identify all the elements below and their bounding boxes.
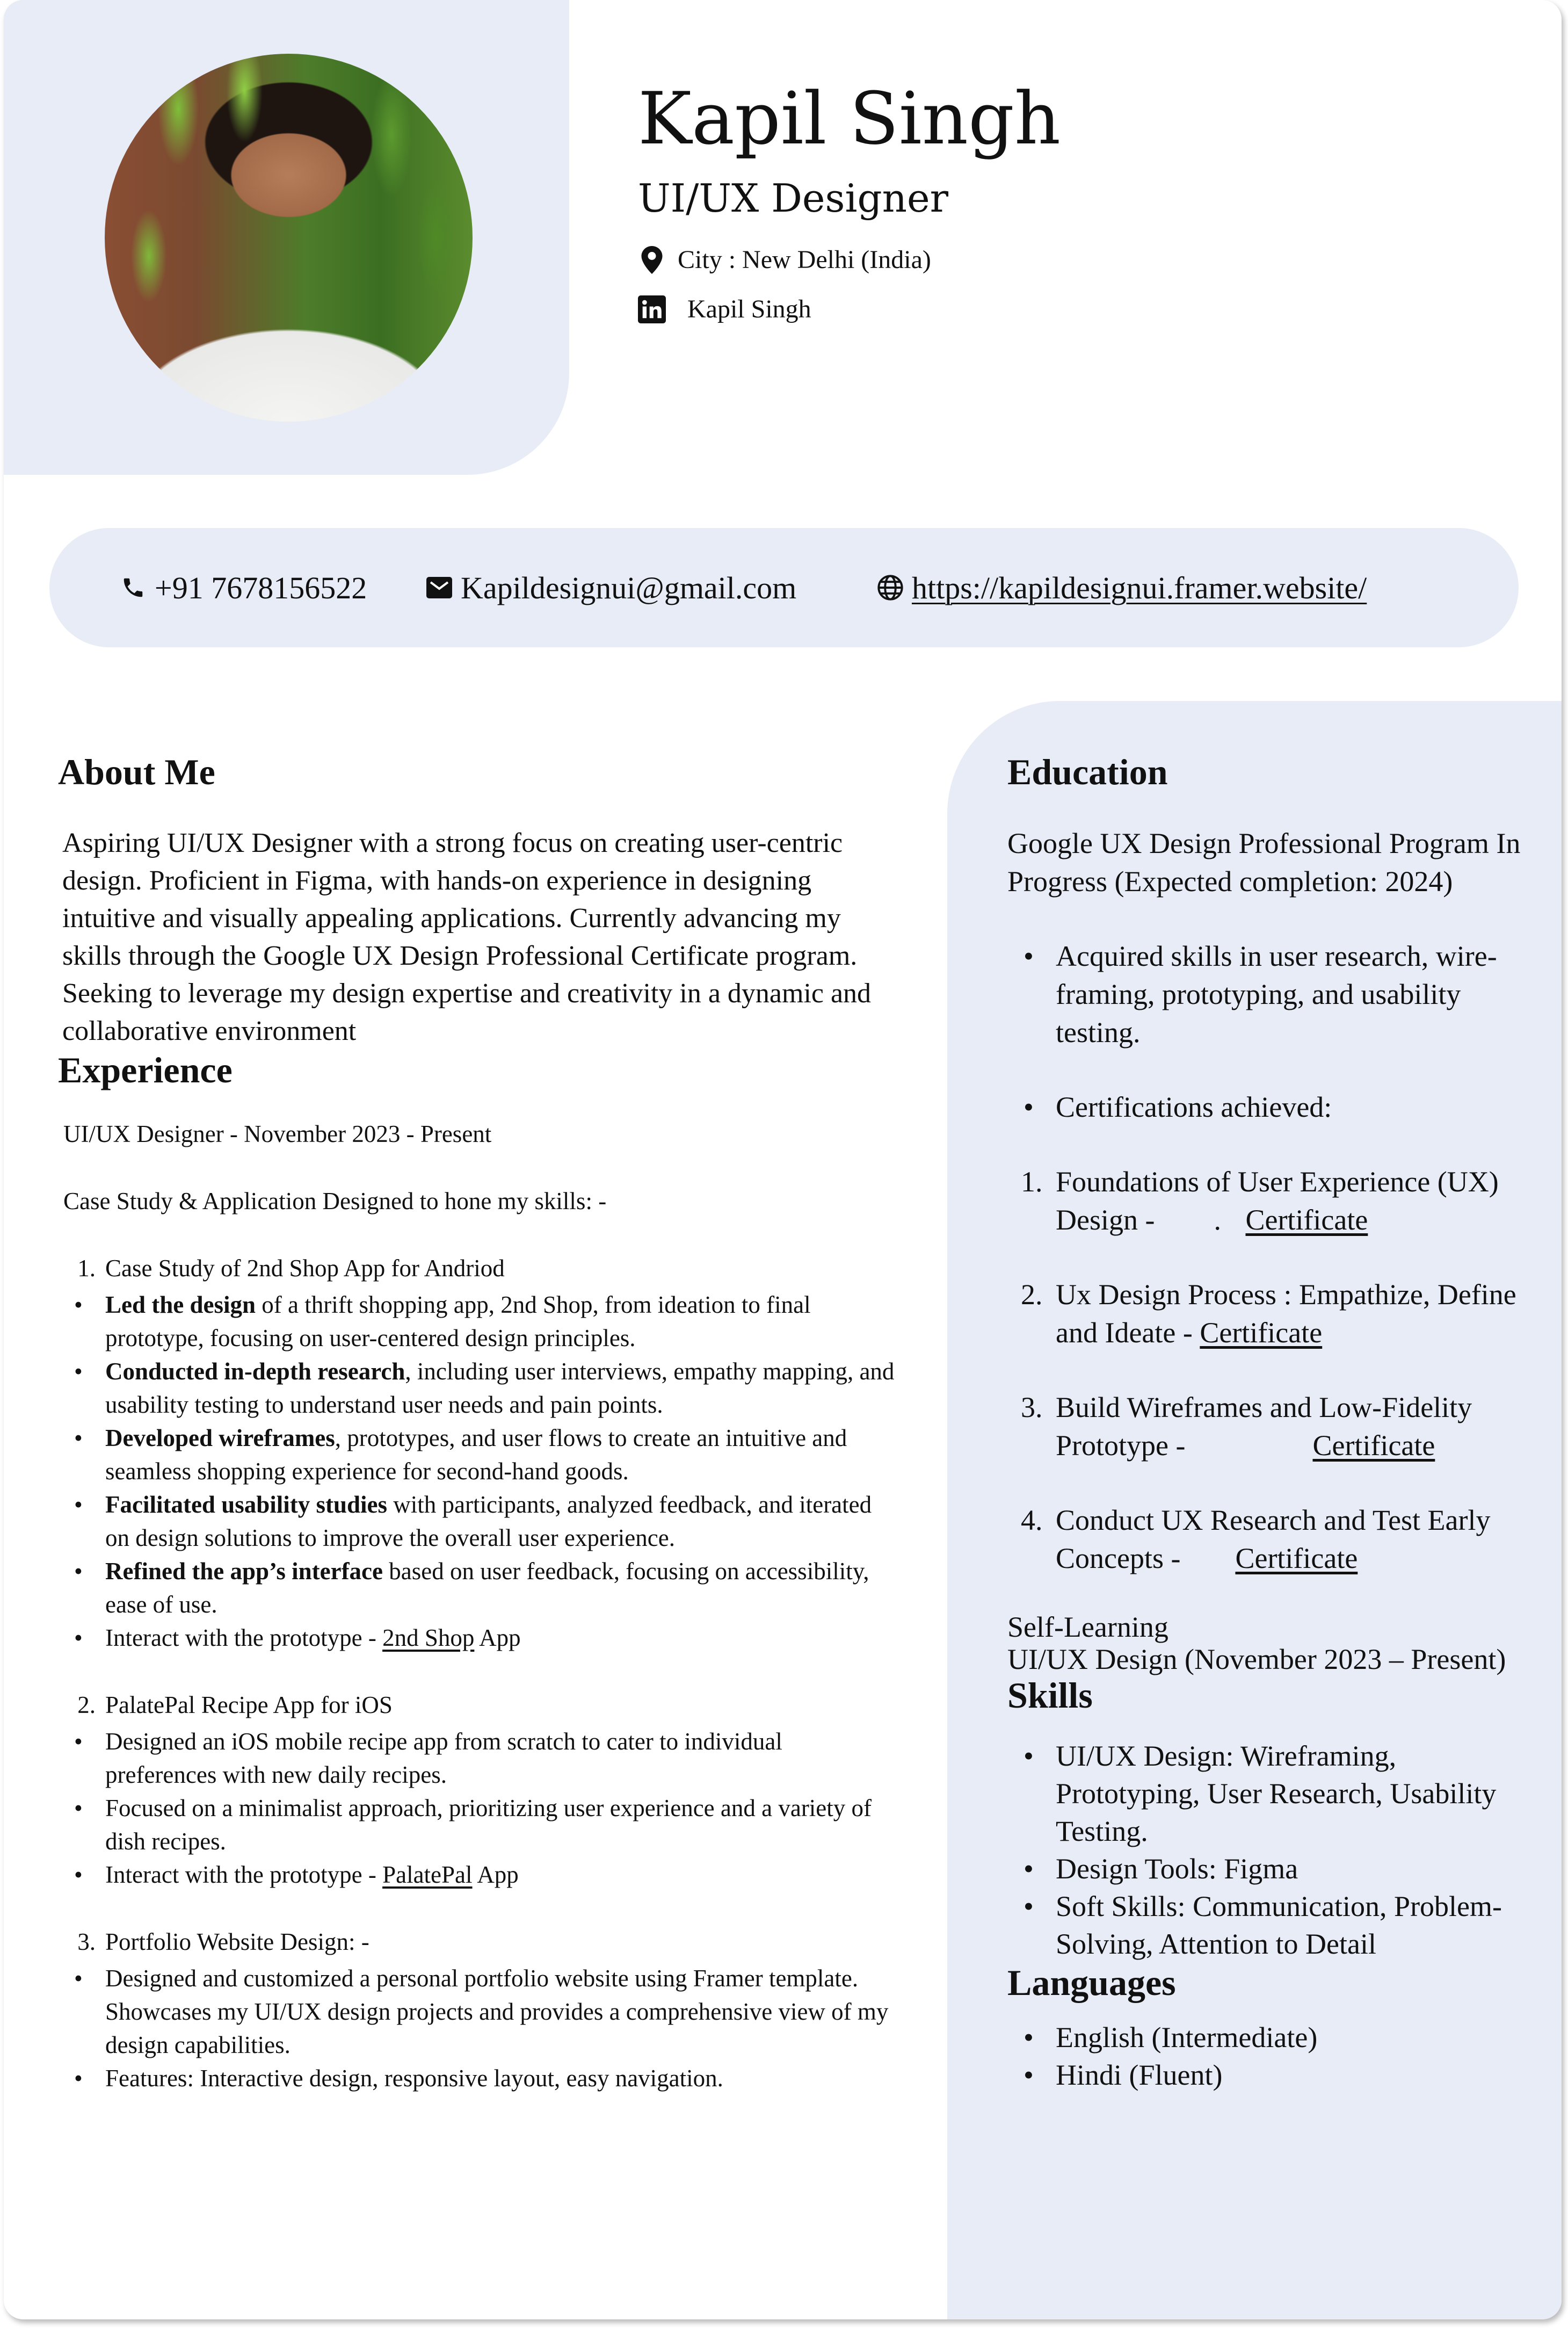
phone-contact[interactable] <box>119 570 367 606</box>
bullet-text: Interact with the prototype - <box>105 1861 383 1888</box>
bullet-text: , prototypes, and user flows to create an intuitive and seamless shopping experience for second-hand goods. <box>105 1424 847 1485</box>
cert-filler: . <box>1214 1203 1221 1236</box>
website-contact[interactable] <box>876 570 1367 606</box>
website-link[interactable]: https://kapildesignui.framer.website/ <box>912 570 1367 605</box>
project-number: 1. <box>77 1254 96 1282</box>
project-title <box>63 1925 896 1958</box>
email-contact[interactable] <box>425 570 796 606</box>
prototype-link-palatepal[interactable]: PalatePal <box>382 1861 473 1888</box>
bullet-text: , including user interviews, empathy mapping, and usability testing to understand user needs and pain points. <box>105 1357 895 1418</box>
education-bullets <box>1007 937 1544 1126</box>
list-item <box>63 1555 896 1621</box>
header-panel <box>4 0 569 475</box>
bullet-bold: Refined the app’s interface <box>105 1557 383 1585</box>
certification-item <box>1007 1389 1544 1465</box>
candidate-name: Kapil Singh <box>638 77 1061 161</box>
project-number: 3. <box>77 1928 96 1955</box>
sidebar-column <box>1007 752 1544 2094</box>
location-text: City : New Delhi (India) <box>678 245 931 274</box>
certificate-link[interactable]: Certificate <box>1312 1429 1435 1462</box>
list-item <box>63 1621 896 1654</box>
linkedin-row[interactable] <box>638 294 811 324</box>
list-item <box>63 1355 896 1421</box>
bullet-bold: Conducted in-depth research <box>105 1357 405 1385</box>
list-item: • Acquired skills in user research, wire-framing, prototyping, and usability testing. <box>1007 937 1544 1052</box>
cert-number: 3. <box>1021 1391 1043 1423</box>
experience-heading: Experience <box>58 1049 233 1090</box>
self-learning <box>1007 1611 1544 1675</box>
project-title-text: PalatePal Recipe App for iOS <box>105 1691 393 1718</box>
certification-item <box>1007 1163 1544 1239</box>
list-item: • Focused on a minimalist approach, prioritizing user experience and a variety of dish recipes. <box>63 1791 896 1858</box>
list-item: • Soft Skills: Communication, Problem-Solving, Attention to Detail <box>1007 1888 1544 1963</box>
cert-title: Conduct UX Research and Test Early Concepts - <box>1056 1503 1491 1574</box>
project-title <box>63 1252 896 1285</box>
certifications-list <box>1007 1163 1544 1578</box>
project-title-text: Case Study of 2nd Shop App for Andriod <box>105 1254 505 1282</box>
photo-foliage <box>105 54 473 422</box>
list-item: • Hindi (Fluent) <box>1007 2056 1544 2094</box>
about-text: Aspiring UI/UX Designer with a strong focus on creating user-centric design. Proficient in Figma, with hands-on experience in designing intuitive and visually appealing applications. Currently advancing my skills through the Google UX Design Professional Certificate program. Seeking to leverage my design expertise and creativity in a dynamic and collaborative environment <box>62 827 872 1046</box>
cert-number: 2. <box>1021 1278 1043 1311</box>
project-title <box>63 1688 896 1722</box>
list-item: • English (Intermediate) <box>1007 2019 1544 2056</box>
location-row <box>638 245 931 274</box>
experience-section <box>63 1117 896 2095</box>
location-pin-icon <box>638 246 666 274</box>
list-item <box>63 1421 896 1488</box>
project-item <box>63 1925 896 2095</box>
certificate-link[interactable]: Certificate <box>1245 1203 1368 1236</box>
list-item: • Design Tools: Figma <box>1007 1850 1544 1888</box>
project-bullets <box>63 1725 896 1891</box>
email-address[interactable]: Kapildesignui@gmail.com <box>461 570 797 605</box>
cert-number: 4. <box>1021 1503 1043 1536</box>
list-item <box>63 1488 896 1555</box>
bullet-text: of a thrift shopping app, 2nd Shop, from ideation to final prototype, focusing on user-centered design principles. <box>105 1291 811 1351</box>
certification-item <box>1007 1276 1544 1352</box>
cert-title: Ux Design Process : Empathize, Define and Ideate - <box>1056 1278 1516 1349</box>
education-heading: Education <box>1007 751 1168 792</box>
cert-number: 1. <box>1021 1165 1043 1198</box>
project-item <box>63 1688 896 1891</box>
list-item: • UI/UX Design: Wireframing, Prototyping, User Research, Usability Testing. <box>1007 1737 1544 1850</box>
self-learning-title: Self-Learning <box>1007 1610 1168 1643</box>
project-bullets <box>63 1962 896 2095</box>
bullet-bold: Developed wireframes <box>105 1424 335 1451</box>
candidate-role: UI/UX Designer <box>638 176 949 221</box>
education-program: Google UX Design Professional Program In Progress (Expected completion: 2024) <box>1007 827 1521 898</box>
bullet-text: Interact with the prototype - <box>105 1624 383 1651</box>
globe-icon <box>876 574 904 602</box>
certificate-link[interactable]: Certificate <box>1235 1542 1358 1574</box>
project-bullets <box>63 1288 896 1654</box>
languages-heading: Languages <box>1007 1962 1176 2003</box>
certificate-link[interactable]: Certificate <box>1200 1316 1323 1349</box>
phone-icon <box>119 574 147 602</box>
bullet-text: App <box>474 1624 521 1651</box>
phone-number[interactable]: +91 7678156522 <box>155 570 367 605</box>
list-item: • Designed an iOS mobile recipe app from scratch to cater to individual preferences with new daily recipes. <box>63 1725 896 1791</box>
skills-heading: Skills <box>1007 1674 1093 1716</box>
linkedin-icon[interactable] <box>638 295 666 323</box>
about-heading: About Me <box>58 751 215 792</box>
linkedin-link[interactable]: Kapil Singh <box>687 295 811 323</box>
bullet-text: based on user feedback, focusing on accessibility, ease of use. <box>105 1557 869 1618</box>
self-learning-detail: UI/UX Design (November 2023 – Present) <box>1007 1643 1506 1675</box>
list-item: • Certifications achieved: <box>1007 1088 1544 1126</box>
bullet-text: App <box>472 1861 519 1888</box>
bullet-bold: Led the design <box>105 1291 256 1318</box>
bullet-bold: Facilitated usability studies <box>105 1491 388 1518</box>
job-title-line: UI/UX Designer - November 2023 - Present <box>63 1120 492 1147</box>
experience-intro: Case Study & Application Designed to hone my skills: - <box>63 1187 607 1214</box>
cert-title: Foundations of User Experience (UX) Design - <box>1056 1165 1499 1236</box>
mail-icon <box>425 574 453 602</box>
prototype-link-2nd-shop[interactable]: 2nd Shop <box>382 1624 475 1651</box>
main-column <box>58 752 896 2095</box>
project-number: 2. <box>77 1691 96 1718</box>
list-item: • Designed and customized a personal portfolio website using Framer template. Showcases my UI/UX design projects and provides a comprehensive view of my design capabilities. <box>63 1962 896 2062</box>
project-item <box>63 1252 896 1654</box>
skills-list <box>1007 1737 1544 1963</box>
certification-item <box>1007 1501 1544 1578</box>
languages-list <box>1007 2019 1544 2094</box>
bullet-text: with participants, analyzed feedback, and iterated on design solutions to improve the overall user experience. <box>105 1491 872 1551</box>
profile-photo <box>105 54 473 422</box>
cert-title: Build Wireframes and Low-Fidelity Prototype - <box>1056 1391 1472 1462</box>
project-title-text: Portfolio Website Design: - <box>105 1928 369 1955</box>
list-item: • Features: Interactive design, responsive layout, easy navigation. <box>63 2062 896 2095</box>
list-item <box>63 1288 896 1355</box>
contact-bar <box>49 528 1519 647</box>
list-item <box>63 1858 896 1891</box>
